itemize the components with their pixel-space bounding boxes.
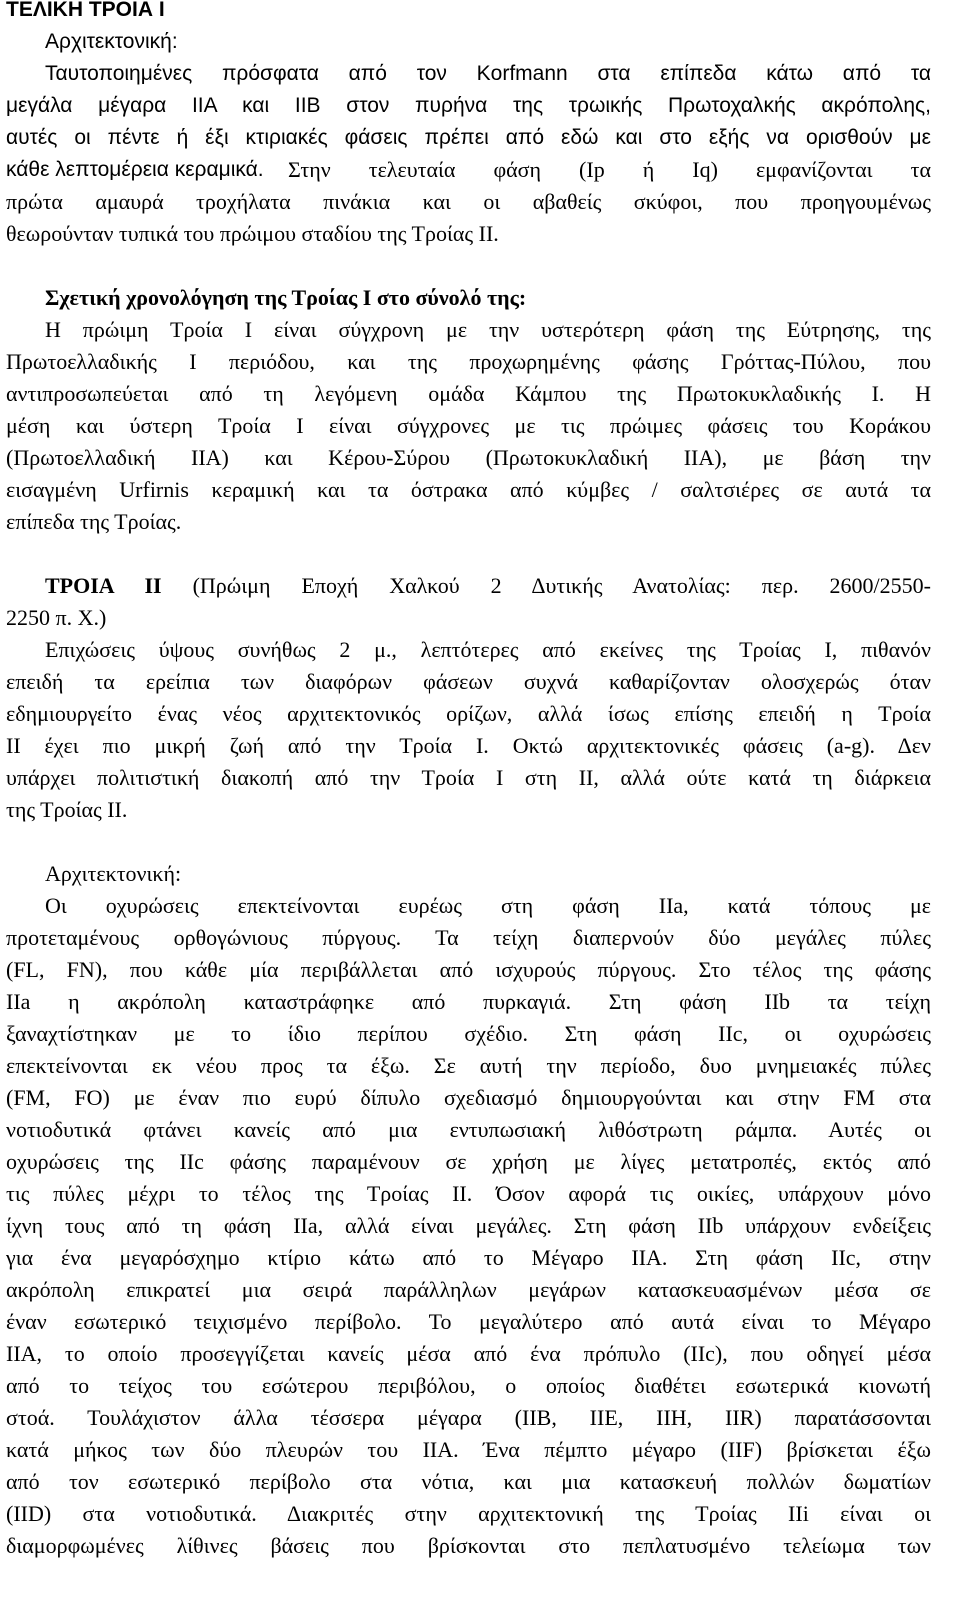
text-line: έναν εσωτερικό τειχισμένο περίβολο. Το μεγαλύτερο από αυτά είναι το Μέγαρο	[6, 1309, 931, 1334]
text-line: Πρωτοελλαδικής Ι περιόδου, και της προχωρημένης φάσης Γρόττας-Πύλου, που	[6, 349, 931, 374]
text-line: ΙΙ έχει πιο μικρή ζωή από την Τροία Ι. Οκτώ αρχιτεκτονικές φάσεις (a-g). Δεν	[6, 733, 931, 758]
text-line: ΙΙa η ακρόπολη καταστράφηκε από πυρκαγιά. Στη φάση ΙΙb τα τείχη	[6, 989, 931, 1014]
text-line: κατά μήκος των δύο πλευρών του ΙΙΑ. Ένα πέμπτο μέγαρο (ΙΙF) βρίσκεται έξω	[6, 1437, 931, 1462]
text-line: για ένα μεγαρόσχημο κτίριο κάτω από το Μέγαρο ΙΙΑ. Στη φάση ΙΙc, στην	[6, 1245, 931, 1270]
section-heading-chronology: Σχετική χρονολόγηση της Τροίας Ι στο σύνολό της:	[45, 285, 527, 310]
text-line: ξαναχτίστηκαν με το ίδιο περίπου σχέδιο. Στη φάση ΙΙc, οι οχυρώσεις	[6, 1021, 931, 1046]
text-line: μέση και ύστερη Τροία Ι είναι σύγχρονες με τις πρώιμες φάσεις του Κοράκου	[6, 413, 931, 438]
text-line: στοά. Τουλάχιστον άλλα τέσσερα μέγαρα (ΙΙΒ, ΙΙΕ, ΙΙΗ, ΙΙR) παρατάσσονται	[6, 1405, 931, 1430]
text-line: προτεταμένους ορθογώνιους πύργους. Τα τείχη διαπερνούν δύο μεγάλες πύλες	[6, 925, 931, 950]
text-line: Η πρώιμη Τροία Ι είναι σύγχρονη με την υστερότερη φάση της Εύτρησης, της	[45, 317, 931, 342]
text-line: μεγάλα μέγαρα ΙΙΑ και ΙΙΒ στον πυρήνα της τρωικής Πρωτοχαλκής ακρόπολης,	[6, 94, 931, 117]
section-label-architecture: Αρχιτεκτονική:	[45, 861, 182, 886]
text-line: εισαγμένη Urfirnis κεραμική και τα όστρακα από κύμβες / σαλτσιέρες σε αυτά τα	[6, 477, 931, 502]
text-line: (FM, FO) με έναν πιο ευρύ δίπυλο σχεδιασμό δημιουργούνται και στην FM στα	[6, 1085, 931, 1110]
text-line: ακρόπολη επικρατεί μια σειρά παράλληλων μεγάρων κατασκευασμένων μέσα σε	[6, 1277, 931, 1302]
text-line: τις πύλες μέχρι το τέλος της Τροίας ΙΙ. Όσον αφορά τις οικίες, υπάρχουν μόνο	[6, 1181, 931, 1206]
text-line: επειδή τα ερείπια των διαφόρων φάσεων συχνά καθαρίζονταν ολοσχερώς όταν	[6, 669, 931, 694]
text-line: θεωρούνταν τυπικά του πρώιμου σταδίου της Τροίας ΙΙ.	[6, 221, 499, 246]
text-line: οχυρώσεις της ΙΙc φάσης παραμένουν σε χρήση με λίγες μετατροπές, εκτός από	[6, 1149, 931, 1174]
text-line: επίπεδα της Τροίας.	[6, 509, 182, 534]
text-line: ίχνη τους από τη φάση ΙΙa, αλλά είναι μεγάλες. Στη φάση ΙΙb υπάρχουν ενδείξεις	[6, 1213, 931, 1238]
section-title-rest: (Πρώιμη Εποχή Χαλκού 2 Δυτικής Ανατολίας: περ. 2600/2550-	[161, 573, 931, 598]
text-line: Στην τελευταία φάση (Ip ή Iq) εμφανίζονται τα	[288, 157, 931, 182]
text-line: Ταυτοποιημένες πρόσφατα από τον Korfmann στα επίπεδα κάτω από τα	[45, 62, 931, 85]
text-line: (ΙΙD) στα νοτιοδυτικά. Διακριτές στην αρχιτεκτονική της Τροίας ΙΙi είναι οι	[6, 1501, 931, 1526]
text-line: αντιπροσωπεύεται από τη λεγόμενη ομάδα Κάμπου της Πρωτοκυκλαδικής Ι. Η	[6, 381, 931, 406]
text-line: κάθε λεπτομέρεια κεραμικά.	[6, 158, 264, 181]
text-line: πρώτα αμαυρά τροχήλατα πινάκια και οι αβαθείς σκύφοι, που προηγουμένως	[6, 189, 931, 214]
text-line: (FL, FN), που κάθε μία περιβάλλεται από ισχυρούς πύργους. Στο τέλος της φάσης	[6, 957, 931, 982]
text-line: (Πρωτοελλαδική ΙΙΑ) και Κέρου-Σύρου (Πρωτοκυκλαδική ΙΙΑ), με βάση την	[6, 445, 931, 470]
text-line: υπάρχει πολιτιστική διακοπή από την Τροία Ι στη ΙΙ, αλλά ούτε κατά τη διάρκεια	[6, 765, 931, 790]
document-heading: ΤΕΛΙΚΗ ΤΡΟΙΑ Ι	[6, 0, 165, 21]
section-label-architecture: Αρχιτεκτονική:	[45, 30, 178, 53]
text-line: διαμορφωμένες λίθινες βάσεις που βρίσκονται στο πεπλατυσμένο τελείωμα των	[6, 1533, 931, 1558]
text-line: της Τροίας ΙΙ.	[6, 797, 128, 822]
text-line: Επιχώσεις ύψους συνήθως 2 μ., λεπτότερες από εκείνες της Τροίας Ι, πιθανόν	[45, 637, 931, 662]
text-line: αυτές οι πέντε ή έξι κτιριακές φάσεις πρέπει από εδώ και στο εξής να ορισθούν με	[6, 126, 931, 149]
text-line: εδημιουργείτο ένας νέος αρχιτεκτονικός ορίζων, αλλά ίσως επίσης επειδή η Τροία	[6, 701, 931, 726]
text-line: ΙΙΑ, το οποίο προσεγγίζεται κανείς μέσα από ένα πρόπυλο (ΙΙc), που οδηγεί μέσα	[6, 1341, 931, 1366]
section-title-troy-ii	[45, 570, 931, 603]
text-line: από το τείχος του εσώτερου περιβόλου, ο οποίος διαθέτει εσωτερικά κιονωτή	[6, 1373, 931, 1398]
text-line: Οι οχυρώσεις επεκτείνονται ευρέως στη φάση ΙΙa, κατά τόπους με	[45, 893, 931, 918]
text-line: νοτιοδυτικά φτάνει κανείς από μια εντυπωσιακή λιθόστρωτη ράμπα. Αυτές οι	[6, 1117, 931, 1142]
text-line: από τον εσωτερικό περίβολο στα νότια, και μια κατασκευή πολλών δωματίων	[6, 1469, 931, 1494]
text-line: επεκτείνονται εκ νέου προς τα έξω. Σε αυτή την περίοδο, δυο μνημειακές πύλες	[6, 1053, 931, 1078]
section-title-bold: ΤΡΟΙΑ ΙΙ	[45, 573, 162, 598]
section-title-line2: 2250 π. Χ.)	[6, 605, 107, 630]
